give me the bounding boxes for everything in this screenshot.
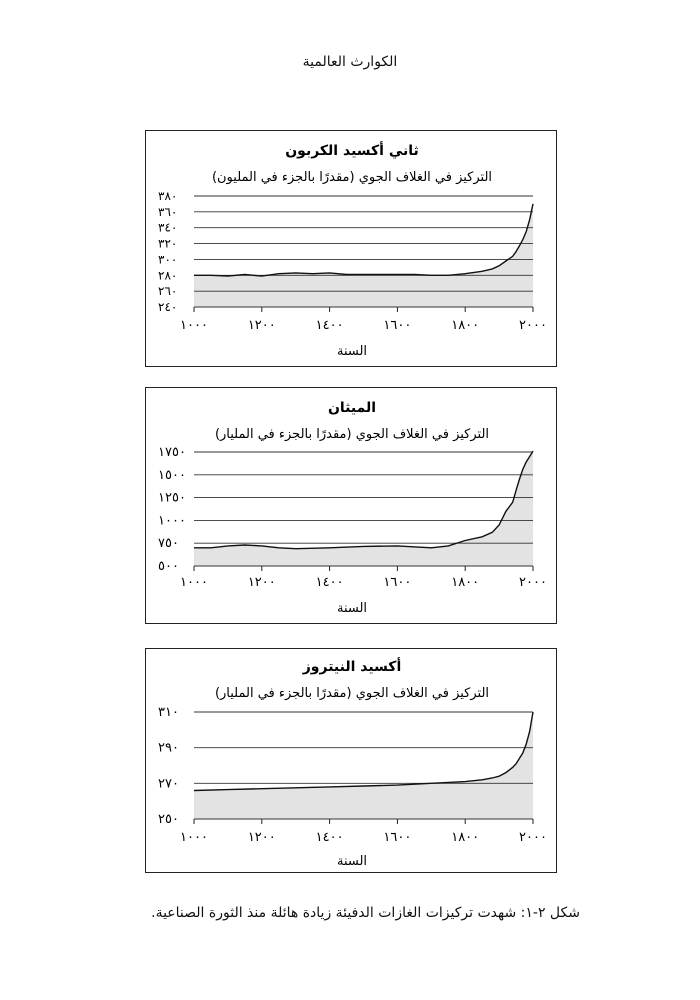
series-line: [194, 451, 533, 549]
x-tick-label: ١٠٠٠: [180, 318, 208, 333]
co2-chart-svg: [146, 131, 558, 368]
chart-title: ثاني أكسيد الكربون: [285, 143, 419, 159]
y-tick-label: ٢٩٠: [158, 740, 179, 756]
y-tick-label: ١٧٥٠: [158, 445, 186, 460]
y-tick-label: ٣٨٠: [158, 189, 178, 203]
methane-chart-svg: [146, 388, 558, 625]
x-tick-label: ٢٠٠٠: [519, 575, 547, 590]
y-tick-label: ٢٧٠: [158, 776, 179, 792]
y-tick-label: ٢٥٠: [158, 812, 179, 827]
y-tick-label: ١٢٥٠: [158, 490, 186, 506]
x-tick-label: ٢٠٠٠: [519, 830, 547, 845]
x-tick-label: ١٠٠٠: [180, 830, 208, 845]
y-tick-label: ٣٤٠: [158, 220, 178, 235]
x-axis-label: السنة: [336, 854, 368, 869]
chart-title: أكسيد النيتروز: [302, 659, 402, 675]
x-tick-label: ١٢٠٠: [247, 830, 276, 845]
y-tick-label: ٣٠٠: [158, 252, 178, 267]
x-tick-label: ١٨٠٠: [451, 575, 480, 590]
y-tick-label: ٣١٠: [158, 705, 179, 720]
x-tick-label: ١٨٠٠: [451, 318, 480, 333]
x-tick-label: ١٢٠٠: [247, 575, 276, 590]
series-area: [194, 451, 533, 566]
series-line: [194, 712, 533, 791]
y-tick-label: ١٠٠٠: [158, 513, 186, 529]
y-tick-label: ٣٢٠: [158, 236, 178, 251]
x-tick-label: ١٦٠٠: [383, 575, 412, 590]
running-header: الكوارث العالمية: [302, 54, 398, 70]
y-tick-label: ٢٦٠: [158, 284, 178, 299]
x-tick-label: ١٦٠٠: [383, 830, 412, 845]
methane-chart-panel: [145, 387, 557, 624]
nitrous-oxide-chart-panel: [145, 648, 557, 873]
nitrous-oxide-chart-svg: [146, 649, 558, 874]
x-tick-label: ١٤٠٠: [315, 830, 344, 845]
x-tick-label: ١٠٠٠: [180, 575, 208, 590]
x-tick-label: ١٨٠٠: [451, 830, 480, 845]
chart-title: الميثان: [327, 400, 377, 416]
co2-chart-panel: [145, 130, 557, 367]
chart-subtitle: التركيز في الغلاف الجوي (مقدرًا بالجزء في المليار): [214, 427, 490, 442]
y-tick-label: ٧٥٠: [158, 536, 179, 552]
figure-caption: شكل ٢-١: شهدت تركيزات الغازات الدفيئة زيادة هائلة منذ الثورة الصناعية.: [151, 905, 580, 921]
x-axis-label: السنة: [336, 601, 368, 616]
chart-subtitle: التركيز في الغلاف الجوي (مقدرًا بالجزء في المليون): [211, 170, 493, 185]
x-tick-label: ١٢٠٠: [247, 318, 276, 333]
y-tick-label: ٣٦٠: [158, 204, 178, 219]
x-tick-label: ١٦٠٠: [383, 318, 412, 333]
x-axis-label: السنة: [336, 344, 368, 359]
series-area: [194, 712, 533, 819]
y-tick-label: ٢٤٠: [158, 300, 178, 314]
y-tick-label: ٢٨٠: [158, 268, 178, 283]
x-tick-label: ١٤٠٠: [315, 318, 344, 333]
x-tick-label: ١٤٠٠: [315, 575, 344, 590]
y-tick-label: ٥٠٠: [158, 559, 179, 574]
series-line: [194, 204, 533, 276]
x-tick-label: ٢٠٠٠: [519, 318, 547, 333]
y-tick-label: ١٥٠٠: [158, 467, 186, 483]
chart-subtitle: التركيز في الغلاف الجوي (مقدرًا بالجزء في المليار): [214, 686, 490, 701]
